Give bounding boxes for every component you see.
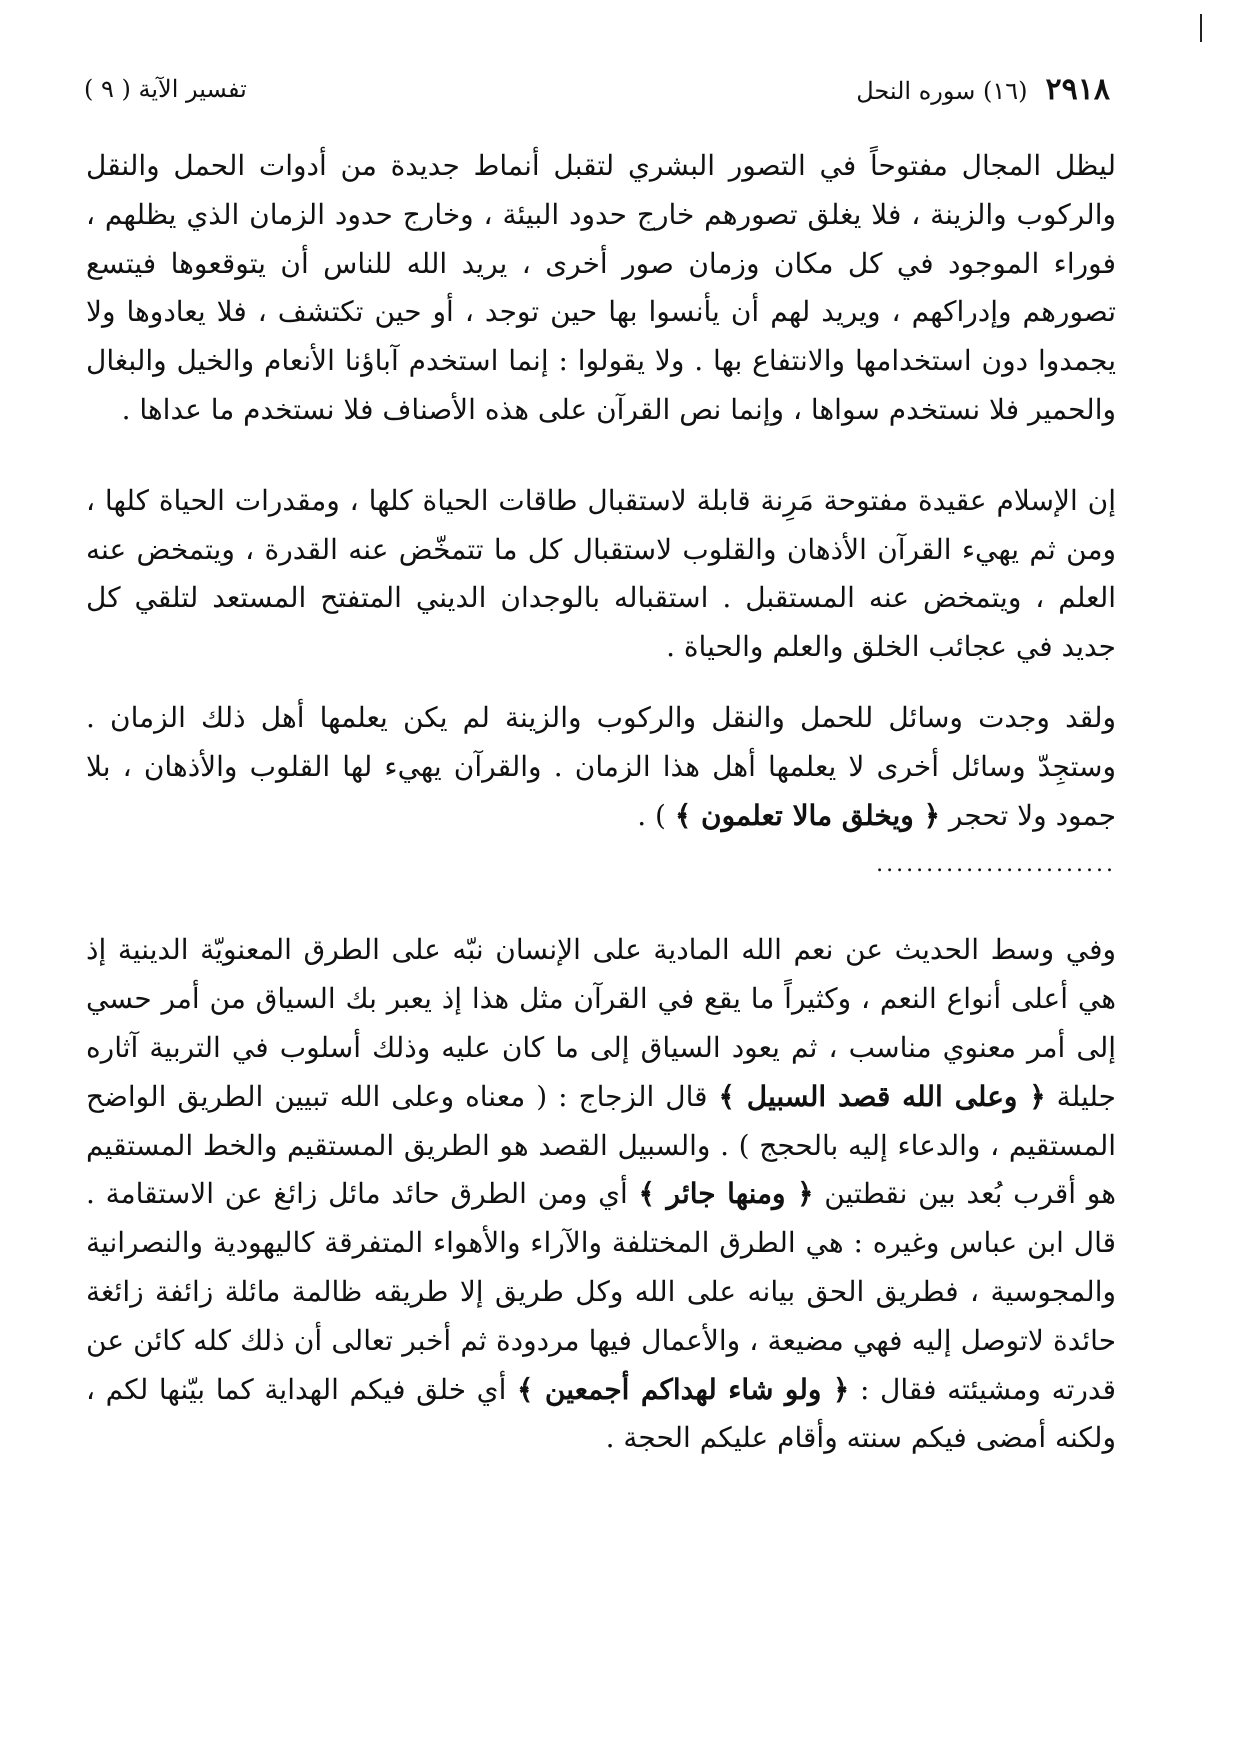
paragraph-1 — [86, 142, 1116, 435]
page-body — [86, 126, 1116, 1463]
quran-quote: ﴿ وعلى الله قصد السبيل ﴾ — [718, 1079, 1046, 1113]
page-header — [84, 66, 1110, 112]
text-segment: ولقد وجدت وسائل للحمل والنقل والركوب والزينة لم يكن يعلمها أهل ذلك الزمان . وستجِدّ وسائل أخرى لا يعلمها أهل هذا الزمان . والقرآن يهيء لها القلوب والأذهان ، بلا جمود ولا تحجر — [86, 700, 1117, 832]
paragraph-4 — [86, 926, 1116, 1463]
paragraph-2 — [86, 477, 1116, 672]
header-right-group — [856, 72, 1110, 107]
margin-mark — [1200, 14, 1202, 42]
surah-title: (١٦) سوره النحل — [856, 76, 1028, 105]
text-segment: أي ومن الطرق حائد مائل زائغ عن الاستقامة . قال ابن عباس وغيره : هي الطرق المختلفة والآراء والأهواء المتفرقة كاليهودية والنصرانية والمجوسية ، فطريق الحق بيانه على الله وكل طريق إلا طريقه ظالمة مائلة زائفة زائغة حائدة لاتوصل إليه فهي مضيعة ، والأعمال فيها مردودة ثم أخبر تعالى أن ذلك كله كائن عن قدرته ومشيئته فقال : — [86, 1177, 1116, 1406]
paragraph-3 — [86, 694, 1116, 840]
quran-quote: ﴿ ولو شاء لهداكم أجمعين ﴾ — [516, 1372, 850, 1406]
page-number: ٢٩١٨ — [1045, 71, 1110, 107]
text-segment: ) . — [637, 798, 675, 832]
section-separator: ........................ — [876, 852, 1116, 878]
text-segment: إن الإسلام عقيدة مفتوحة مَرِنة قابلة لاستقبال طاقات الحياة كلها ، ومقدرات الحياة كلها ، ومن ثم يهيء القرآن الأذهان والقلوب لاستقبال كل ما تتمخّض عنه القدرة ، ويتمخض عنه العلم ، ويتمخض عنه المستقبل . استقباله بالوجدان الديني المتفتح المستعد لتلقي كل جديد في عجائب الخلق والعلم والحياة . — [86, 483, 1116, 664]
quran-quote: ﴿ ويخلق مالا تعلمون ﴾ — [674, 798, 940, 832]
text-segment: أي خلق فيكم الهداية كما بيّنها لكم ، ولكنه أمضى فيكم سنته وأقام عليكم الحجة . — [86, 1372, 1116, 1455]
text-segment: ليظل المجال مفتوحاً في التصور البشري لتقبل أنماط جديدة من أدوات الحمل والنقل والركوب والزينة ، فلا يغلق تصورهم خارج حدود البيئة ، وخارج حدود الزمان الذي يظلهم ، فوراء الموجود في كل مكان وزمان صور أخرى ، يريد الله للناس أن يتوقعوها فيتسع تصورهم وإدراكهم ، ويريد لهم أن يأنسوا بها حين توجد ، أو حين تكتشف ، فلا يعادوها ولا يجمدوا دون استخدامها والانتفاع بها . ولا يقولوا : إنما استخدم آباؤنا الأنعام والخيل والبغال والحمير فلا نستخدم سواها ، وإنما نص القرآن على هذه الأصناف فلا نستخدم ما عداها . — [86, 149, 1116, 426]
quran-quote: ﴿ ومنها جائر ﴾ — [638, 1177, 814, 1211]
text-segment: قال الزجاج : ( معناه وعلى الله تبيين الطريق الواضح المستقيم ، والدعاء إليه بالحجج ) . والسبيل القصد هو الطريق المستقيم والخط المستقيم هو أقرب بُعد بين نقطتين — [86, 1079, 1116, 1211]
verse-reference: تفسير الآية ( ٩ ) — [84, 75, 247, 103]
text-segment: وفي وسط الحديث عن نعم الله المادية على الإنسان نبّه على الطرق المعنويّة الدينية إذ هي أعلى أنواع النعم ، وكثيراً ما يقع في القرآن مثل هذا إذ يعبر بك السياق من أمر حسي إلى أمر معنوي مناسب ، ثم يعود السياق إلى ما كان عليه وذلك أسلوب في التربية آثاره جليلة — [86, 933, 1116, 1113]
